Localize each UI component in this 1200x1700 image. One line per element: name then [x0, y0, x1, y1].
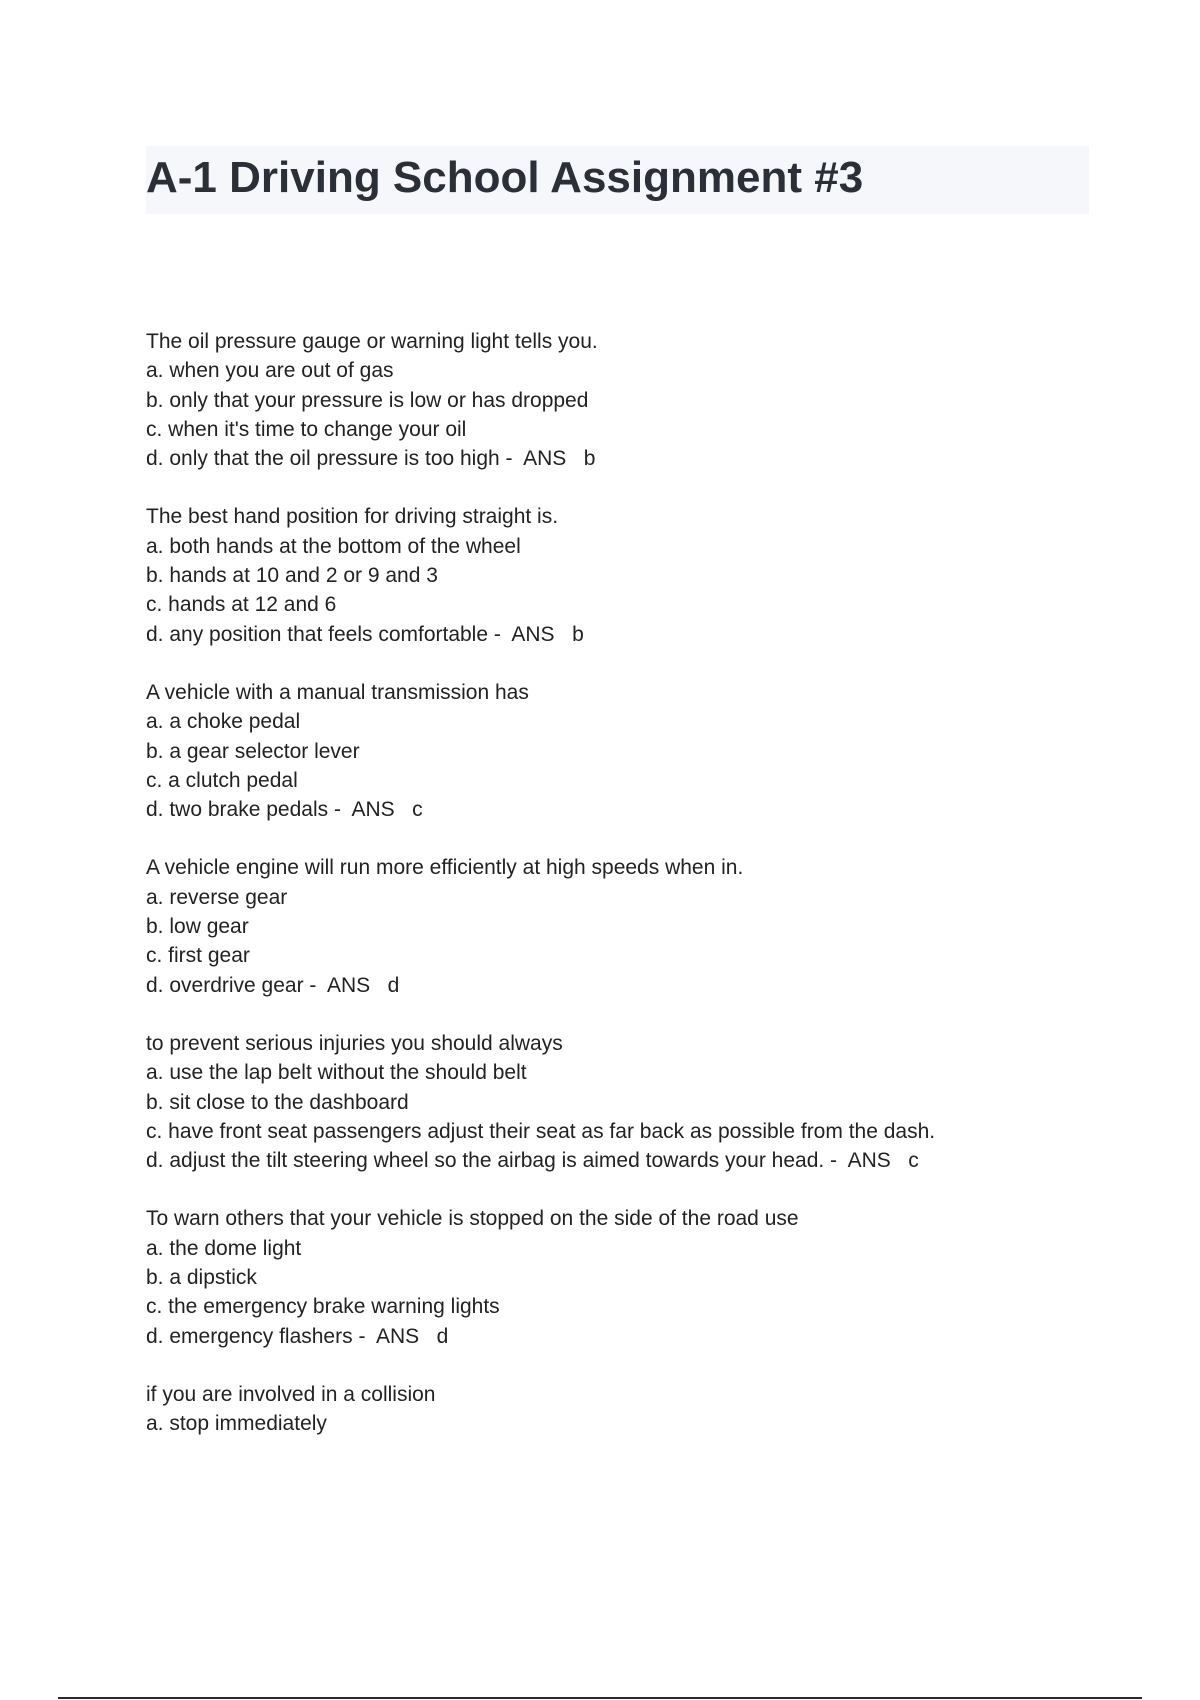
answer-option-with-key: d. any position that feels comfortable - ANS b [146, 622, 584, 646]
question-prompt: to prevent serious injuries you should always [146, 1031, 563, 1055]
answer-option: b. a gear selector lever [146, 739, 360, 763]
question-prompt: A vehicle with a manual transmission has [146, 680, 529, 704]
answer-option: d. emergency flashers [146, 1324, 353, 1348]
answer-option: c. hands at 12 and 6 [146, 593, 337, 617]
question-item [146, 327, 1106, 473]
answer-key-value: b [583, 447, 596, 471]
answer-option: c. the emergency brake warning lights [146, 1295, 500, 1319]
question-item [146, 1380, 1106, 1439]
answer-option-with-key: d. emergency flashers - ANS d [146, 1324, 449, 1348]
answer-option: d. adjust the tilt steering wheel so the airbag is aimed towards your head. [146, 1149, 825, 1173]
answer-key-value: c [908, 1149, 919, 1173]
question-item [146, 853, 1106, 999]
question-prompt: A vehicle engine will run more efficiently at high speeds when in. [146, 856, 744, 880]
answer-key-label: ANS [375, 1324, 420, 1348]
answer-key-value: c [412, 798, 423, 822]
question-prompt: The best hand position for driving straight is. [146, 505, 559, 529]
footer-divider [58, 1697, 1142, 1699]
answer-option: a. a choke pedal [146, 710, 301, 734]
answer-option: b. hands at 10 and 2 or 9 and 3 [146, 564, 438, 588]
answer-option-with-key: d. adjust the tilt steering wheel so the airbag is aimed towards your head. - ANS c [146, 1149, 919, 1173]
answer-option: b. low gear [146, 915, 249, 939]
answer-option: b. only that your pressure is low or has dropped [146, 388, 589, 412]
answer-option: d. two brake pedals [146, 798, 329, 822]
question-prompt: To warn others that your vehicle is stopped on the side of the road use [146, 1207, 799, 1231]
answer-option: a. use the lap belt without the should belt [146, 1061, 527, 1085]
answer-option: c. when it's time to change your oil [146, 417, 467, 441]
answer-option: b. a dipstick [146, 1266, 257, 1290]
answer-option: c. first gear [146, 944, 250, 968]
answer-option: c. a clutch pedal [146, 768, 298, 792]
answer-key-value: d [387, 973, 400, 997]
question-prompt: The oil pressure gauge or warning light tells you. [146, 330, 598, 353]
question-list [146, 327, 1106, 1468]
answer-option-with-key: d. overdrive gear - ANS d [146, 973, 400, 997]
answer-option: a. reverse gear [146, 885, 288, 909]
answer-option: b. sit close to the dashboard [146, 1090, 409, 1114]
answer-option: c. have front seat passengers adjust their seat as far back as possible from the dash. [146, 1119, 936, 1143]
answer-option: a. when you are out of gas [146, 359, 394, 383]
answer-key-value: b [572, 622, 584, 646]
question-item [146, 678, 1106, 824]
answer-option-with-key: d. two brake pedals - ANS c [146, 798, 423, 822]
question-item [146, 1029, 1106, 1175]
answer-option: a. both hands at the bottom of the wheel [146, 534, 521, 558]
answer-option: a. stop immediately [146, 1412, 327, 1436]
answer-key-value: d [436, 1324, 449, 1348]
answer-key-label: ANS [847, 1149, 891, 1173]
question-item [146, 502, 1106, 648]
question-prompt: if you are involved in a collision [146, 1382, 436, 1406]
answer-key-label: ANS [523, 447, 567, 471]
answer-option-with-key: d. only that the oil pressure is too high - ANS b [146, 447, 596, 471]
question-item [146, 1204, 1106, 1350]
answer-option: d. only that the oil pressure is too high [146, 447, 500, 471]
answer-key-label: ANS [511, 622, 555, 646]
answer-key-label: ANS [351, 798, 395, 822]
answer-key-label: ANS [326, 973, 371, 997]
answer-option: d. any position that feels comfortable [146, 622, 489, 646]
answer-option: a. the dome light [146, 1236, 302, 1260]
answer-option: d. overdrive gear [146, 973, 304, 997]
document-title: A-1 Driving School Assignment #3 [146, 153, 864, 202]
